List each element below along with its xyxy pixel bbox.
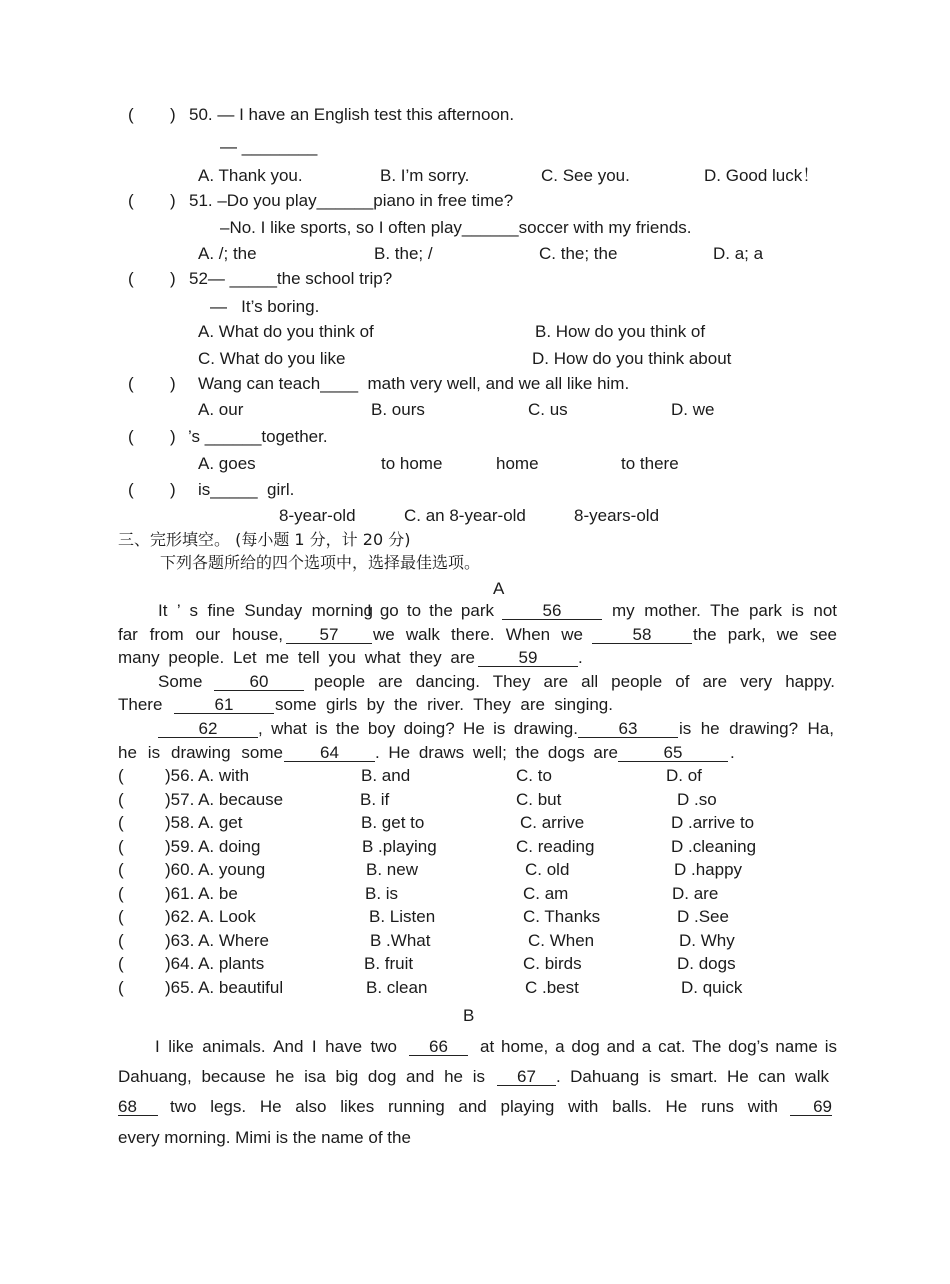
blank-63: 63 — [578, 719, 678, 739]
option-row-61-paren: ( — [118, 884, 124, 903]
q51-option-a: A. /; the — [198, 244, 257, 263]
passage-b-text: I like animals. And I have two — [155, 1037, 397, 1056]
q50-option-d: D. Good luck！ — [704, 166, 820, 185]
passage-a-text: many people. Let me tell you what they are — [118, 648, 475, 667]
blank-59: 59 — [478, 648, 578, 668]
q51-option-c: C. the; the — [539, 244, 618, 263]
passage-b-text: two legs. He also likes running and playing with balls. He runs with — [170, 1097, 778, 1116]
option-row-58-paren: ( — [118, 813, 124, 832]
option-63-d: D. Why — [679, 931, 735, 950]
q53-close-paren: ) — [170, 374, 176, 393]
blank-57: 57 — [286, 625, 372, 645]
q52-option-d: D. How do you think about — [532, 349, 732, 368]
q55-option-3: 8-years-old — [574, 506, 660, 525]
q54-stem: ’s ______together. — [188, 427, 328, 446]
option-56-b: B. and — [361, 766, 411, 785]
q55-open-paren: ( — [128, 480, 134, 499]
passage-a-text: is he drawing? Ha, — [679, 719, 834, 738]
option-59-d: D .cleaning — [671, 837, 757, 856]
passage-a-text: people are dancing. They are all people of are very happy. — [314, 672, 835, 691]
q52-open-paren: ( — [128, 269, 134, 288]
q54-close-paren: ) — [170, 427, 176, 446]
option-row-60-paren: ( — [118, 860, 124, 879]
q55-close-paren: ) — [170, 480, 176, 499]
passage-a-text: . — [730, 743, 735, 762]
option-62-d: D .See — [677, 907, 729, 926]
option-60-a: )60. A. young — [165, 860, 266, 879]
q51-open-paren: ( — [128, 191, 134, 210]
option-56-c: C. to — [516, 766, 552, 785]
q53-option-c: C. us — [528, 400, 568, 419]
q50-option-b: B. I’m sorry. — [380, 166, 470, 185]
passage-a-text: my mother. The park is not — [612, 601, 837, 620]
option-61-c: C. am — [523, 884, 569, 903]
option-64-a: )64. A. plants — [165, 954, 265, 973]
option-57-b: B. if — [360, 790, 390, 809]
blank-67: 67 — [497, 1067, 556, 1087]
q54-option-c: home — [496, 454, 539, 473]
blank-62: 62 — [158, 719, 258, 739]
blank-69: 69 — [790, 1097, 832, 1117]
option-65-b: B. clean — [366, 978, 428, 997]
option-60-d: D .happy — [674, 860, 743, 879]
q50-option-a: A. Thank you. — [198, 166, 303, 185]
q53-option-d: D. we — [671, 400, 715, 419]
passage-b-text: at home, a dog and a cat. The dog’s name is — [480, 1037, 837, 1056]
option-58-b: B. get to — [361, 813, 425, 832]
blank-68: 68 — [118, 1097, 158, 1117]
option-59-c: C. reading — [516, 837, 595, 856]
passage-b-title: B — [463, 1006, 475, 1025]
q53-option-b: B. ours — [371, 400, 425, 419]
passage-b-text: Dahuang, because he isa big dog and he is — [118, 1067, 485, 1086]
q50-option-c: C. See you. — [541, 166, 630, 185]
q51-option-b: B. the; / — [374, 244, 433, 263]
option-62-c: C. Thanks — [523, 907, 601, 926]
passage-a-text: It ’ s fine Sunday morning — [158, 601, 373, 620]
q52-stem: 52— _____the school trip? — [189, 269, 393, 288]
option-row-65-paren: ( — [118, 978, 124, 997]
passage-a-text: the park, we see — [693, 625, 837, 644]
option-64-d: D. dogs — [677, 954, 736, 973]
q52-reply: — It’s boring. — [210, 297, 320, 316]
option-56-a: )56. A. with — [165, 766, 250, 785]
blank-60: 60 — [214, 672, 304, 692]
q54-option-b: to home — [381, 454, 443, 473]
blank-58: 58 — [592, 625, 692, 645]
blank-65: 65 — [618, 743, 728, 763]
option-row-62-paren: ( — [118, 907, 124, 926]
passage-a-text: I go to the park — [367, 601, 494, 620]
option-58-d: D .arrive to — [671, 813, 755, 832]
option-58-c: C. arrive — [520, 813, 585, 832]
option-62-b: B. Listen — [369, 907, 436, 926]
option-61-a: )61. A. be — [165, 884, 238, 903]
q54-option-d: to there — [621, 454, 679, 473]
option-row-57-paren: ( — [118, 790, 124, 809]
option-60-b: B. new — [366, 860, 418, 879]
option-56-d: D. of — [666, 766, 702, 785]
option-65-c: C .best — [525, 978, 579, 997]
option-64-c: C. birds — [523, 954, 582, 973]
option-63-c: C. When — [528, 931, 595, 950]
blank-64: 64 — [284, 743, 375, 763]
passage-a-text: . — [578, 648, 583, 667]
passage-a-text: far from our house, — [118, 625, 283, 644]
option-65-a: )65. A. beautiful — [165, 978, 284, 997]
q52-close-paren: ) — [170, 269, 176, 288]
option-61-d: D. are — [672, 884, 719, 903]
q53-open-paren: ( — [128, 374, 134, 393]
q55-option-1: 8-year-old — [279, 506, 356, 525]
passage-a-text: There — [118, 695, 163, 714]
q52-option-c: C. What do you like — [198, 349, 346, 368]
option-row-59-paren: ( — [118, 837, 124, 856]
q50-stem: 50. — I have an English test this afternoon. — [189, 105, 515, 124]
q50-reply: — ________ — [220, 137, 318, 156]
option-58-a: )58. A. get — [165, 813, 243, 832]
option-65-d: D. quick — [681, 978, 743, 997]
passage-a-text: , what is the boy doing? He is drawing. — [258, 719, 578, 738]
blank-56: 56 — [502, 601, 602, 621]
q53-stem: Wang can teach____ math very well, and we all like him. — [198, 374, 630, 393]
blank-66: 66 — [409, 1037, 468, 1057]
option-row-56-paren: ( — [118, 766, 124, 785]
option-59-a: )59. A. doing — [165, 837, 261, 856]
passage-b-text: every morning. Mimi is the name of the — [118, 1128, 411, 1147]
option-61-b: B. is — [365, 884, 399, 903]
q55-stem: is_____ girl. — [198, 480, 295, 499]
q52-option-b: B. How do you think of — [535, 322, 706, 341]
q54-option-a: A. goes — [198, 454, 256, 473]
section-instruction: 下列各题所给的四个选项中，选择最佳选项。 — [160, 553, 481, 572]
q51-reply: –No. I like sports, so I often play______soccer with my friends. — [220, 218, 692, 237]
blank-61: 61 — [174, 695, 274, 715]
option-62-a: )62. A. Look — [165, 907, 256, 926]
q51-option-d: D. a; a — [713, 244, 764, 263]
q53-option-a: A. our — [198, 400, 244, 419]
option-63-b: B .What — [370, 931, 431, 950]
option-row-63-paren: ( — [118, 931, 124, 950]
passage-a-text: some girls by the river. They are singing. — [275, 695, 613, 714]
section-heading: 三、完形填空。 (每小题 1 分，计 20 分) — [118, 530, 411, 549]
q51-close-paren: ) — [170, 191, 176, 210]
q50-open-paren: ( — [128, 105, 134, 124]
q50-close-paren: ) — [170, 105, 176, 124]
option-57-c: C. but — [516, 790, 562, 809]
passage-a-text: he is drawing some — [118, 743, 283, 762]
option-row-64-paren: ( — [118, 954, 124, 973]
q54-open-paren: ( — [128, 427, 134, 446]
passage-a-title: A — [493, 579, 505, 598]
option-64-b: B. fruit — [364, 954, 414, 973]
option-60-c: C. old — [525, 860, 570, 879]
option-59-b: B .playing — [362, 837, 437, 856]
passage-a-text: . He draws well; the dogs are — [375, 743, 618, 762]
passage-b-text: . Dahuang is smart. He can walk — [556, 1067, 829, 1086]
q52-option-a: A. What do you think of — [198, 322, 374, 341]
option-63-a: )63. A. Where — [165, 931, 269, 950]
option-57-a: )57. A. because — [165, 790, 284, 809]
option-57-d: D .so — [677, 790, 717, 809]
passage-a-text: Some — [158, 672, 203, 691]
q55-option-2: C. an 8-year-old — [404, 506, 526, 525]
q51-stem: 51. –Do you play______piano in free time? — [189, 191, 514, 210]
passage-a-text: we walk there. When we — [373, 625, 583, 644]
